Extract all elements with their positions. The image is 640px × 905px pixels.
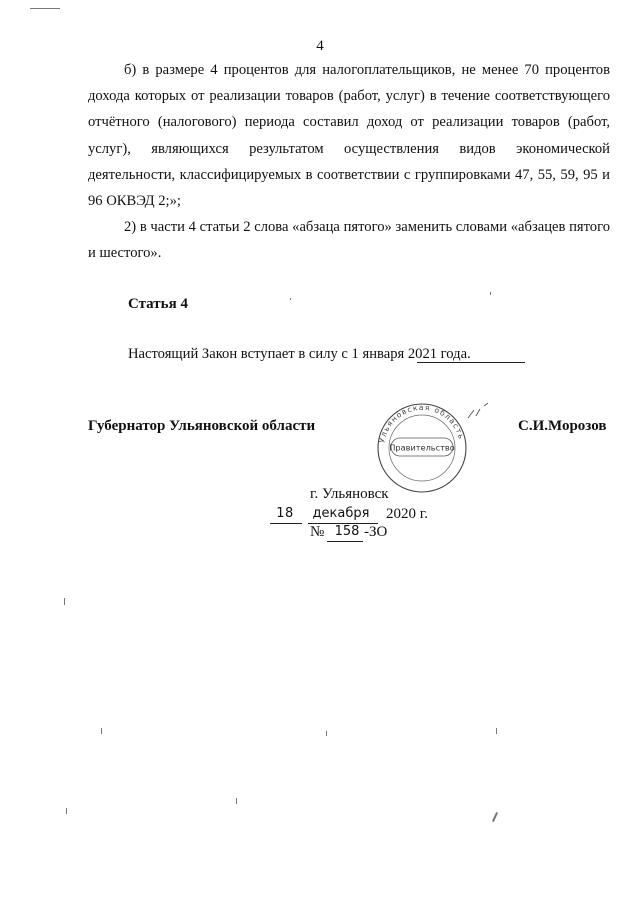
date-day: 18 <box>276 506 294 521</box>
number-value: 158 <box>334 524 360 539</box>
scan-speck <box>30 8 60 9</box>
governor-name: С.И.Морозов <box>518 418 607 434</box>
paragraph-b <box>88 57 610 214</box>
paragraph-2-text: 2) в части 4 статьи 2 слова «абзаца пятого» заменить словами «абзацев пятого и шестого». <box>88 219 610 262</box>
stamp-ring-text: Ульяновская область <box>377 402 467 444</box>
article-heading: Статья 4 <box>128 296 188 312</box>
scan-speck <box>66 808 67 814</box>
handwritten-underline <box>417 362 525 363</box>
scan-speck <box>496 728 497 734</box>
place-of-signing: г. Ульяновск <box>310 486 389 502</box>
scan-speck <box>290 298 291 300</box>
governor-title: Губернатор Ульяновской области <box>88 418 316 434</box>
number-suffix: -ЗО <box>364 524 388 540</box>
scan-speck <box>326 731 327 736</box>
scan-speck <box>101 728 102 734</box>
signing-date <box>270 506 470 526</box>
scan-speck <box>492 812 498 822</box>
scan-speck <box>490 292 491 295</box>
scan-speck <box>64 598 65 605</box>
date-year: 2020 г. <box>386 506 428 522</box>
number-sign: № <box>310 524 325 540</box>
law-number <box>310 524 410 544</box>
signature-mark <box>466 400 496 422</box>
official-stamp <box>374 400 470 496</box>
paragraph-b-text: б) в размере 4 процентов для налогоплательщиков, не менее 70 процентов дохода которых от реализации товаров (работ, услуг) в течение соответствующего отчётного (налогового) периода составил доход от реализации товаров (работ, услуг), являющихся результатом осуществления видов экономической деятельности, классифицируемых в соответствии с группировками 47, 55, 59, 95 и 96 ОКВЭД 2;»; <box>88 62 610 210</box>
day-underline <box>270 523 302 524</box>
paragraph-effective-date: Настоящий Закон вступает в силу с 1 января 2021 года. <box>128 346 471 362</box>
number-underline <box>327 541 363 542</box>
stamp-center-text: Правительство <box>389 442 455 453</box>
page-number: 4 <box>316 38 324 54</box>
scan-speck <box>236 798 237 804</box>
date-month: декабря <box>312 506 370 521</box>
paragraph-2 <box>88 214 610 266</box>
